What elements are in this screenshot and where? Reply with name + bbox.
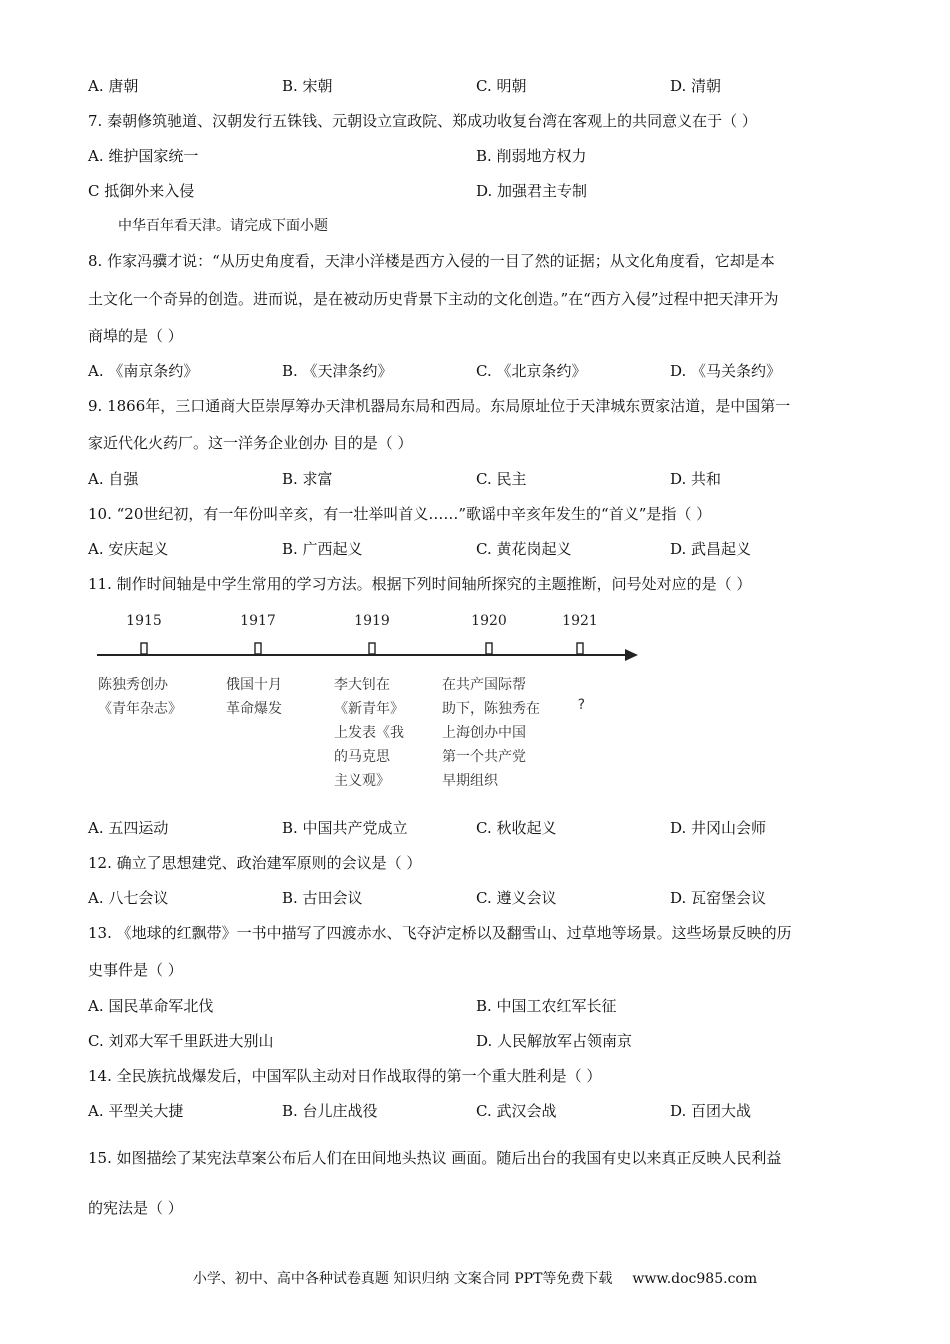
- q8-option-b: B. 《天津条约》: [282, 362, 393, 380]
- q12-option-b: B. 古田会议: [282, 889, 363, 907]
- q15-line-1: 15. 如图描绘了某宪法草案公布后人们在田间地头热议 画面。随后出台的我国有史以来真正反映人民利益: [88, 1149, 782, 1167]
- timeline-event-2-line-1: 俄国十月: [226, 677, 282, 693]
- q13-option-d: D. 人民解放军占领南京: [476, 1032, 633, 1050]
- q13-line-2: 史事件是（ ）: [88, 961, 183, 979]
- timeline-event-3-line-3: 上发表《我: [334, 725, 404, 741]
- q14-option-a: A. 平型关大捷: [88, 1102, 184, 1120]
- q10-option-c: C. 黄花岗起义: [476, 540, 572, 558]
- timeline-arrowhead: [625, 649, 638, 661]
- timeline-question-mark: ?: [577, 697, 586, 713]
- q6-option-a: A. 唐朝: [88, 77, 139, 95]
- q9-option-d: D. 共和: [670, 470, 722, 488]
- timeline-event-4-line-2: 助下，陈独秀在: [442, 701, 540, 717]
- timeline-event-1-line-2: 《青年杂志》: [98, 701, 182, 717]
- q11-option-b: B. 中国共产党成立: [282, 819, 408, 837]
- q9-option-b: B. 求富: [282, 470, 333, 488]
- q7-option-d: D. 加强君主专制: [476, 182, 588, 200]
- timeline-event-4-line-1: 在共产国际帮: [442, 677, 526, 693]
- timeline-year-1917: 1917: [240, 613, 276, 629]
- q14-option-d: D. 百团大战: [670, 1102, 752, 1120]
- q11-option-d: D. 井冈山会师: [670, 819, 767, 837]
- q10-option-a: A. 安庆起义: [88, 540, 169, 558]
- q12-option-a: A. 八七会议: [88, 889, 169, 907]
- timeline-event-4-line-4: 第一个共产党: [442, 749, 526, 765]
- q8-option-a: A. 《南京条约》: [88, 362, 199, 380]
- timeline-tick-1917: [255, 643, 261, 654]
- timeline-year-1919: 1919: [354, 613, 390, 629]
- page-footer: [0, 1268, 950, 1288]
- q6-option-d: D. 清朝: [670, 77, 722, 95]
- timeline-figure: [92, 605, 652, 805]
- timeline-tick-1920: [486, 643, 492, 654]
- timeline-tick-1919: [369, 643, 375, 654]
- timeline-event-3-line-2: 《新青年》: [334, 701, 404, 717]
- q9-line-2: 家近代化火药厂。这一洋务企业创办 目的是（ ）: [88, 434, 413, 452]
- q10-option-b: B. 广西起义: [282, 540, 363, 558]
- footer-url[interactable]: www.doc985.com: [632, 1271, 758, 1287]
- timeline-event-4-line-3: 上海创办中国: [442, 725, 526, 741]
- timeline-event-3-line-5: 主义观》: [334, 773, 390, 789]
- q10-option-d: D. 武昌起义: [670, 540, 752, 558]
- q14-option-b: B. 台儿庄战役: [282, 1102, 378, 1120]
- timeline-event-3-line-4: 的马克思: [334, 749, 390, 765]
- q14-stem: 14. 全民族抗战爆发后，中国军队主动对日作战取得的第一个重大胜利是（ ）: [88, 1067, 602, 1085]
- q13-option-a: A. 国民革命军北伐: [88, 997, 214, 1015]
- q8-line-1: 8. 作家冯骥才说：“从历史角度看，天津小洋楼是西方入侵的一目了然的证据；从文化角度看，它却是本: [88, 252, 775, 270]
- q11-option-c: C. 秋收起义: [476, 819, 557, 837]
- q8-option-d: D. 《马关条约》: [670, 362, 782, 380]
- q7-option-b: B. 削弱地方权力: [476, 147, 587, 165]
- timeline-tick-1921: [577, 643, 583, 654]
- timeline-years: [126, 613, 598, 629]
- timeline-event-1-line-1: 陈独秀创办: [98, 677, 168, 693]
- q15-line-2: 的宪法是（ ）: [88, 1199, 183, 1217]
- timeline-event-3-line-1: 李大钊在: [334, 677, 390, 693]
- q8-option-c: C. 《北京条约》: [476, 362, 587, 380]
- timeline-events: [98, 676, 585, 789]
- q6-option-b: B. 宋朝: [282, 77, 333, 95]
- q11-option-a: A. 五四运动: [88, 819, 169, 837]
- q13-option-c: C. 刘邓大军千里跃进大别山: [88, 1032, 274, 1050]
- timeline-year-1921: 1921: [562, 613, 598, 629]
- q12-option-d: D. 瓦窑堡会议: [670, 889, 767, 907]
- q13-line-1: 13. 《地球的红飘带》一书中描写了四渡赤水、飞夺泸定桥以及翻雪山、过草地等场景。这些场景反映的历: [88, 924, 792, 942]
- timeline-ticks: [141, 643, 583, 654]
- q9-line-1: 9. 1866年，三口通商大臣崇厚筹办天津机器局东局和西局。东局原址位于天津城东贾家沽道，是中国第一: [88, 397, 791, 415]
- group-intro: 中华百年看天津。请完成下面小题: [118, 218, 328, 234]
- timeline-tick-1915: [141, 643, 147, 654]
- q12-stem: 12. 确立了思想建党、政治建军原则的会议是（ ）: [88, 854, 422, 872]
- q7-option-a: A. 维护国家统一: [88, 147, 199, 165]
- footer-text: 小学、初中、高中各种试卷真题 知识归纳 文案合同 PPT等免费下载: [192, 1271, 613, 1287]
- q13-option-b: B. 中国工农红军长征: [476, 997, 617, 1015]
- q7-stem: 7. 秦朝修筑驰道、汉朝发行五铢钱、元朝设立宣政院、郑成功收复台湾在客观上的共同意义在于（ ）: [88, 112, 757, 130]
- q9-option-c: C. 民主: [476, 470, 527, 488]
- timeline-year-1920: 1920: [471, 613, 507, 629]
- q14-option-c: C. 武汉会战: [476, 1102, 557, 1120]
- timeline-year-1915: 1915: [126, 613, 162, 629]
- q10-stem: 10. “20世纪初，有一年份叫辛亥，有一壮举叫首义……”歌谣中辛亥年发生的“首义”是指（ ）: [88, 505, 712, 523]
- timeline-event-4-line-5: 早期组织: [442, 773, 498, 789]
- q12-option-c: C. 遵义会议: [476, 889, 557, 907]
- q6-option-c: C. 明朝: [476, 77, 527, 95]
- q11-stem: 11. 制作时间轴是中学生常用的学习方法。根据下列时间轴所探究的主题推断，问号处对应的是（ ）: [88, 575, 752, 593]
- q8-line-2: 土文化一个奇异的创造。进而说，是在被动历史背景下主动的文化创造。”在“西方入侵”过程中把天津开为: [88, 290, 779, 308]
- q8-line-3: 商埠的是（ ）: [88, 327, 183, 345]
- q7-option-c: C 抵御外来入侵: [88, 182, 195, 200]
- timeline-event-2-line-2: 革命爆发: [226, 701, 282, 717]
- q9-option-a: A. 自强: [88, 470, 139, 488]
